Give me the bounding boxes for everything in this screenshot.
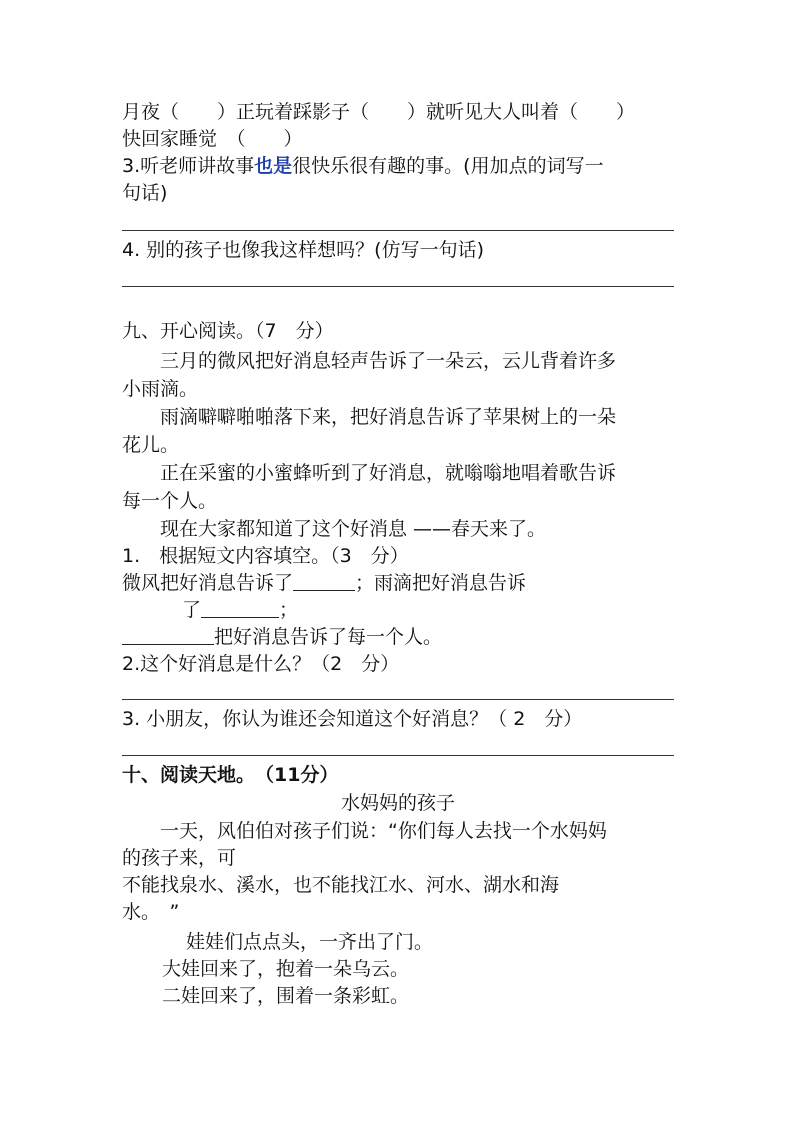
passage-1-line-2: 小雨滴。 (122, 378, 199, 400)
story-line-5: 娃娃们点点头，一齐出了门。 (186, 931, 434, 953)
passage-2-line-2: 花儿。 (122, 434, 180, 456)
fill-line-a (122, 570, 526, 596)
passage-3-line-2: 每一个人。 (122, 490, 218, 512)
fill-parentheses-line-2: 快回家睡觉 （ ） (122, 128, 303, 150)
blank-b[interactable] (201, 599, 279, 618)
story-line-1: 一天，风伯伯对孩子们说：“你们每人去找一个水妈妈 (160, 820, 607, 842)
answer-line-q3[interactable] (122, 230, 674, 231)
story-title: 水妈妈的孩子 (340, 792, 455, 814)
fill-line-b (182, 597, 298, 623)
fill-line-a-suffix: ；雨滴把好消息告诉 (355, 572, 527, 594)
answer-line-s9-q2[interactable] (122, 699, 674, 700)
fill-line-b-suffix: ； (279, 599, 299, 621)
answer-line-s9-q3[interactable] (122, 755, 674, 756)
section-10-heading: 十、阅读天地。 （11分） (122, 764, 339, 786)
fill-line-b-prefix: 了 (182, 599, 202, 621)
question-3-prefix: 3.听老师讲故事 (122, 155, 255, 177)
passage-1-line-1: 三月的微风把好消息轻声告诉了一朵云，云儿背着许多 (160, 350, 617, 372)
blank-a[interactable] (293, 572, 355, 591)
fill-line-c (122, 624, 442, 650)
story-line-4: 水。 ” (122, 901, 180, 923)
question-3 (122, 153, 604, 179)
passage-4-line: 现在大家都知道了这个好消息 ——春天来了。 (160, 518, 547, 540)
passage-2-line-1: 雨滴噼噼啪啪落下来，把好消息告诉了苹果树上的一朵 (160, 406, 617, 428)
story-line-7: 二娃回来了，围着一条彩虹。 (162, 985, 410, 1007)
section-9-heading: 九、开心阅读。（7 分） (122, 320, 334, 342)
answer-line-q4[interactable] (122, 286, 674, 287)
passage-3-line-1: 正在采蜜的小蜜蜂听到了好消息，就嗡嗡地唱着歌告诉 (160, 462, 617, 484)
fill-line-c-suffix: 把好消息告诉了每一个人。 (214, 626, 443, 648)
blank-c[interactable] (122, 626, 214, 645)
section-9-question-3: 3. 小朋友，你认为谁还会知道这个好消息？（ 2 分） (122, 708, 583, 730)
fill-line-a-prefix: 微风把好消息告诉了 (122, 572, 294, 594)
fill-parentheses-line-1: 月夜（ ）正玩着踩影子（ ）就听见大人叫着（ ） (122, 101, 636, 123)
question-4: 4. 别的孩子也像我这样想吗？(仿写一句话) (122, 239, 484, 261)
question-3-highlight-word: 也是 (254, 155, 293, 177)
section-9-question-2: 2.这个好消息是什么？（2 分） (122, 653, 400, 675)
question-3-line-2: 句话) (122, 182, 168, 204)
story-line-3: 不能找泉水、溪水，也不能找江水、河水、湖水和海 (122, 874, 560, 896)
story-line-2: 的孩子来，可 (122, 847, 237, 869)
section-9-question-1: 1. 根据短文内容填空。（3 分） (122, 545, 409, 567)
story-line-6: 大娃回来了，抱着一朵乌云。 (162, 958, 410, 980)
question-3-suffix: 很快乐很有趣的事。(用加点的词写一 (292, 155, 604, 177)
